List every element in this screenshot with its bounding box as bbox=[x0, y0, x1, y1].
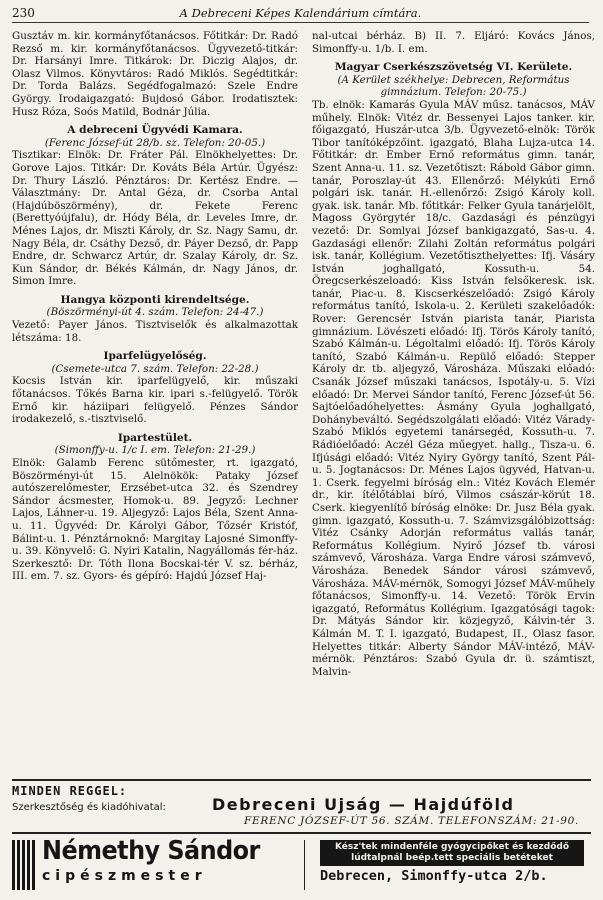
section-address: (A Kerület székhelye: Debrecen, Református gimnázium. Telefon: 20-75.) bbox=[337, 73, 570, 99]
section-heading: Iparfelügyelőség. bbox=[103, 350, 207, 363]
section-heading: A debreceni Ügyvédi Kamara. bbox=[67, 124, 243, 137]
section-heading: Ipartestület. bbox=[117, 431, 193, 444]
paragraph: Elnök: Galamb Ferenc sütőmester, rt. igazgató, Böszörményi-út 15. Alelnökök: Pataky József autószerelőmester, Erzsébet-utca 32. és Szendrey Sándor ácsmester, Homok-u. 89. Jegyző: Lechner Lajos, Láhner-u. 19. Aljegyző: Lajos Béla, Szent Anna-u. 11. Ügyvéd: Dr. Károlyi Gábor, Tőzsér Kristóf, Bálint-u. 1. Pénztárnoknő: Margitay Lajosné Simonffy-u. 39. Könyvelő: G. Nyiri Katalin, Nagyállomás fér-ház. Szerkesztő: Dr. Tóth Ilona Bocskai-tér V. sz. bérház, III. em. 7. sz. Gyors- és gépíró: Hajdú József Haj- bbox=[12, 457, 298, 583]
running-title: A Debreceni Képes Kalendárium címtára. bbox=[179, 6, 422, 20]
advert-headline: MINDEN REGGEL: bbox=[12, 784, 128, 798]
section-address: (Ferenc József-út 28/b. sz. Telefon: 20-05.) bbox=[44, 136, 266, 149]
running-header bbox=[12, 4, 589, 23]
newspaper-title: Debreceni Ujság — Hajdúföld bbox=[212, 795, 515, 814]
paragraph: Kocsis István kir. iparfelügyelő, kir. műszaki főtanácsos. Tőkés Barna kir. ipari s.-felügyelő. Török Ernő kir. háziipari felügyelő. Pénzes Sándor irodakezelő, s.-tisztviselő. bbox=[12, 375, 298, 426]
paragraph: Tisztikar: Elnök: Dr. Fráter Pál. Elnökhelyettes: Dr. Gorove Lajos. Titkár: Dr. Kováts Béla Artúr. Ügyész: Dr. Thury László. Pénztáros: Dr. Kertész Endre. — Választmány: Dr. Antal Géza, dr. Csorba Antal (Hajdúböszörmény), dr. Fekete Ferenc (Berettyóújfalu), dr. Hódy Béla, dr. Leveles Imre, dr. Ménes Lajos, dr. Miszti Károly, dr. Sz. Nagy Samu, dr. Nagy Béla, dr. Csáthy Dezső, dr. Páyer Dezső, dr. Papp Endre, dr. Schwarcz Artúr, dr. Szalay Károly, dr. Sz. Kun Sándor, dr. Békés Kálmán, dr. Nagy János, dr. Simon Imre. bbox=[12, 149, 298, 288]
bars-ornament-icon bbox=[12, 840, 36, 890]
shop-address: Debrecen, Simonffy-utca 2/b. bbox=[320, 868, 548, 884]
paragraph: Gusztáv m. kir. kormányfőtanácsos. Főtitkár: Dr. Radó Rezső m. kir. kormányfőtanácsos. Ügyvezető-titkár: Dr. Harsányi Imre. Titkárok: Dr. Diczig Alajos, dr. Olasz Vilmos. Könyvtáros: Radó Miklós. Segédtitkár: Dr. Torda Balázs. Segédfogalmazó: Szele Endre György. Irodaigazgató: Bujdosó Gábor. Irodatisztek: Husz Róza, Soós Matild, Bodnár Júlia. bbox=[12, 30, 298, 118]
shoemaker-advert bbox=[12, 832, 591, 894]
section-heading: Hangya központi kirendeltsége. bbox=[60, 293, 250, 306]
newspaper-address: FERENC JÓZSEF-ÚT 56. SZÁM. TELEFONSZÁM: 21-90. bbox=[244, 815, 580, 827]
left-column bbox=[12, 30, 298, 583]
paragraph: nal-utcai bérház. B) II. 7. Eljáró: Kovács János, Simonffy-u. 1/b. I. em. bbox=[312, 30, 595, 55]
page-number: 230 bbox=[12, 6, 35, 20]
section-address: (Simonffy-u. 1/c I. em. Telefon: 21-29.) bbox=[54, 444, 256, 457]
section-address: (Csemete-utca 7. szám. Telefon: 22-28.) bbox=[51, 362, 259, 375]
section-heading: Magyar Cserkészszövetség VI. Kerülete. bbox=[334, 61, 573, 74]
paragraph: Tb. elnök: Kamarás Gyula MÁV műsz. tanácsos, MÁV műhely. Elnök: Vitéz dr. Bessenyei Lajos tanker. kir. főigazgató, Huszár-utca 3/b. Ügyvezető-elnök: Török Tibor tanítóképzőint. igazgató, Blaha Lujza-utca 14. Főtitkár: dr. Ember Ernő református gimn. tanár, Szent Anna-u. 11. sz. Vezetőtiszt: Rábold Gábor gimn. tanár, Poroszlay-út 43. Ellenőrző: Mélykúti Ernő polgári isk. tanár. H.-ellenőrző: Zsigó Károly koll. gyak. isk. tanár. Mb. főtitkár: Felker Gyula tanárjelölt, Magoss Györgytér 18/c. Gazdasági és pénzügyi vezető: Dr. Somlyai József bankigazgató, Sas-u. 4. Gazdasági ellenőr: Zilahi Zoltán református polgári isk. tanár, Kollégium. Vezetőtiszthelyettes: Ifj. Vásáry István joghallgató, Kossuth-u. 54. Öregcserkészeloadó: Kiss István felsőkeresk. isk. tanár, Piac-u. 8. Kiscserkészelőadó: Zsigó Károly református tanító, Iskola-u. 2. Kerületi szakelőadók: Rover: Gerencsér István piarista tanár, Piarista gimnázium. Lövészeti előadó: Ifj. Törös Károly tanító, Szabó Kálmán-u. Légoltalmi előadó: Ifj. Törös Károly tanító, Szabó Kálmán-u. Repülő előadó: Stepper Károly dr. tb. aljegyző, Városháza. Műszaki előadó: Csanák József műszaki tanácsos, Ispotály-u. 5. Vízi előadó: Dr. Mervei Sándor tanító, Ferenc József-út 56. Sajtóelőadóhelyettes: Ásmány Gyula joghallgató, Dohánybeváltó. Segédszolgálati előadó: Vitéz Várady-Szabó Miklós egyetemi tanársegéd, Kossuth-u. 7. Rádióelőadó: Aczél Géza műegyet. hallg., Tisza-u. 6. Ifjúsági előadó: Vitéz Nyiry György tanító, Szent Pál-u. 5. Jogtanácsos: Dr. Ménes Lajos ügyvéd, Hatvan-u. 1. Cserk. fegyelmi bíróság eln.: Vitéz Kovách Elemér dr., kir. ítélőtáblai bíró, Vilmos császár-körút 18. Cserk. kiegyenlítő bíróság elnöke: Dr. Jusz Béla gyak. gimn. igazgató, Kossuth-u. 7. Számvizsgálóbizottság: Vitéz Csánky Adorján református vallás tanár, Református Kollégium. Nyirő József tb. városi számvevő, Városháza. Varga Endre városi számvevő, Városháza. Benedek Sándor városi számvevő, Városháza. MÁV-mérnök, Somogyi József MÁV-műhely főtanácsos, Simonffy-u. 14. Vezető: Török Ervin igazgató, Református Kollégium. Igazgatósági tagok: Dr. Mátyás Sándor kir. közjegyző, Kálvin-tér 3. Kálmán M. T. I. igazgató, Budapest, II., Olasz fasor. Helyettes titkár: Alberty Sándor MÁV-intéző, MÁV-mérnök. Pénztáros: Szabó Gyula dr. ü. számtiszt, Malvin- bbox=[312, 98, 595, 678]
advert-label: Szerkesztőség és kiadóhivatal: bbox=[12, 802, 166, 813]
paragraph: Vezető: Payer János. Tisztviselők és alkalmazottak létszáma: 18. bbox=[12, 319, 298, 344]
section-address: (Böszörményi-út 4. szám. Telefon: 24-47.) bbox=[46, 306, 264, 319]
right-column bbox=[312, 30, 595, 678]
newspaper-advert bbox=[12, 779, 591, 831]
advert-divider bbox=[304, 840, 305, 890]
shop-name: Némethy Sándor bbox=[42, 836, 260, 866]
shop-trade: cipészmester bbox=[42, 868, 207, 884]
shop-offer: Kész'tek mindenféle gyógycipőket és kezdődő lúdtalpnál beép.tett speciális betéteket bbox=[320, 840, 584, 866]
